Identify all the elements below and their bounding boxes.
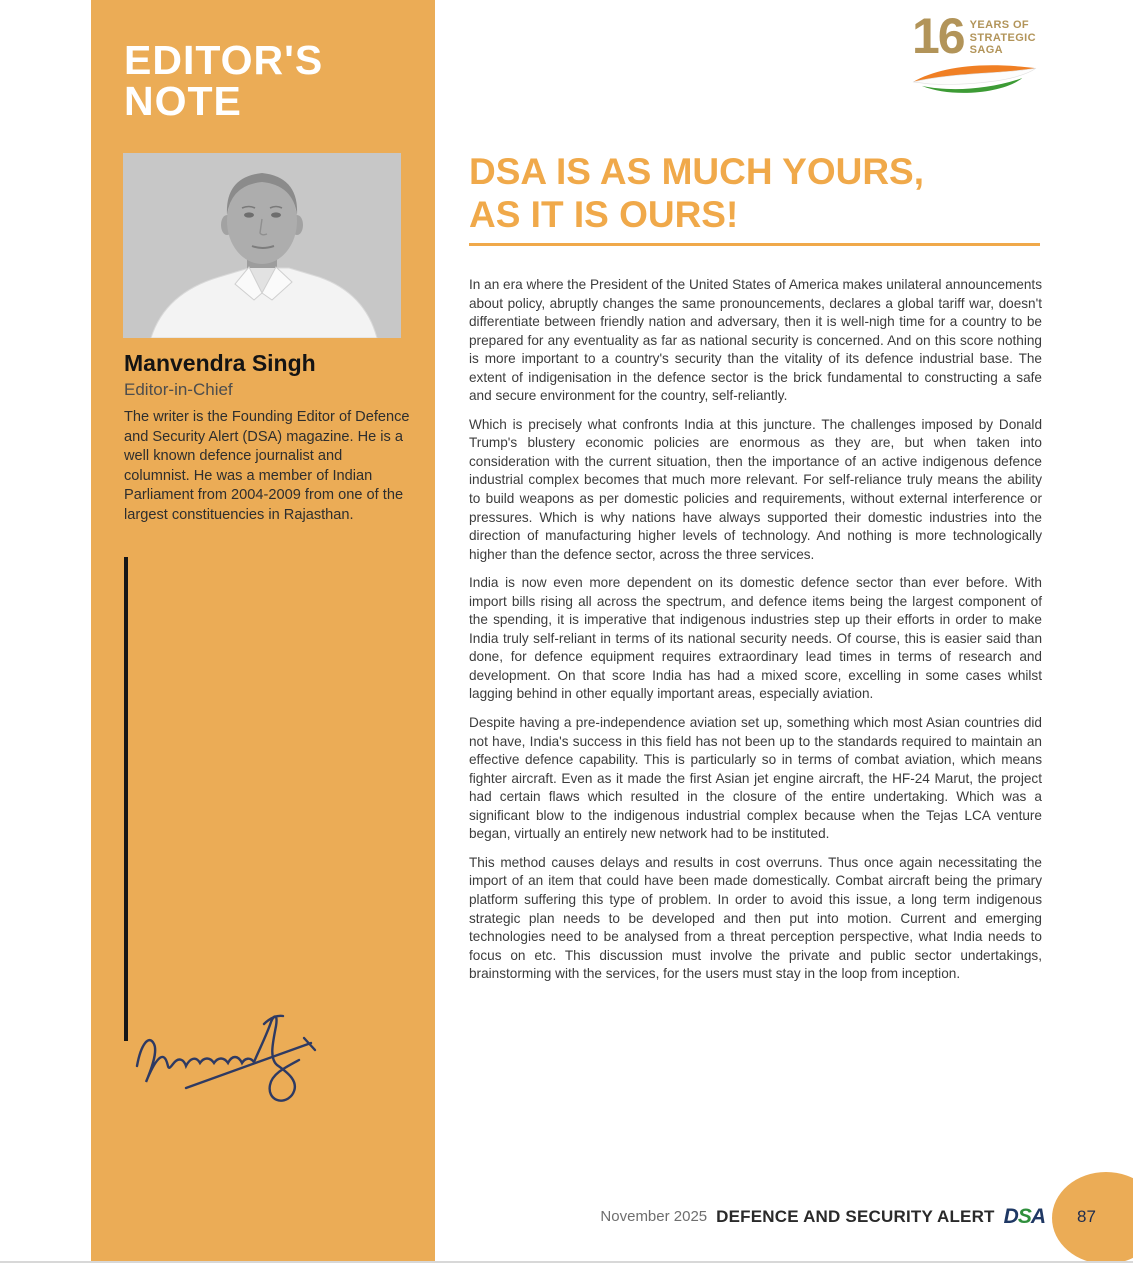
paragraph-2: Which is precisely what confronts India at this juncture. The challenges imposed by Donald Trump's blustery economic policies are enormous as they are, but when taken into consideration with the current situation, then the importance of an active indigenous defence industrial complex becomes that much more relevant. For self-reliance truly means the ability to build weapons as per domestic policies and requirements, without external interference or pressures. Which is why nations have always supported their domestic industries into the direction of manufacturing higher levels of technology. And nothing is more technologically higher than the defence sector, across the three services. bbox=[469, 416, 1042, 562]
sidebar bbox=[91, 0, 435, 1263]
paragraph-3: India is now even more dependent on its domestic defence sector than ever before. With import bills rising all across the spectrum, and defence items being the largest component of the spending, it is imperative that indigenous industries step up their efforts in order to make India truly self-reliant in terms of its national security needs. Of course, this is easier said than done, for defence equipment requires extraordinary lead times in terms of research and development. On that score India has had a mixed score, excelling in some cases whilst lagging behind in other equally important areas, especially aviation. bbox=[469, 575, 1042, 702]
logo-tagline bbox=[970, 14, 1036, 57]
article-body bbox=[469, 276, 1042, 994]
editor-signature bbox=[131, 1008, 346, 1118]
issue-date: November 2025 bbox=[600, 1208, 708, 1225]
title-underline bbox=[469, 243, 1040, 246]
magazine-name: DEFENCE AND SECURITY ALERT bbox=[716, 1206, 995, 1226]
signature-scribble-icon bbox=[131, 1008, 346, 1118]
paragraph-4: Despite having a pre-independence aviation set up, something which most Asian countries did not have, India's success in this field has not been up to the standards required to maintain an effective defence capability. This is particularly so in terms of combat aviation, which means fighter aircraft. Even as it made the first Asian jet engine aircraft, the HF-24 Marut, the project had certain flaws which resulted in the closure of the entire undertaking. Which was a significant blow to the indigenous industrial complex because when the Tejas LCA venture began, virtually an entirely new network had to be instituted. bbox=[469, 715, 1042, 842]
author-name: Manvendra Singh bbox=[124, 350, 316, 376]
dsa-logo bbox=[1004, 1206, 1045, 1227]
india-flag-swoosh-icon bbox=[910, 59, 1040, 99]
paragraph-1: In an era where the President of the United States of America makes unilateral announcements about policy, abruptly changes the same pronouncements, declares a global tariff war, doesn't differentiate between friendly nation and adversary, then it is well-nigh time for a country to be prepared for any eventuality as far as national security is concerned. And on this score nothing is more important to a country's security than the vitality of its defence industrial base. The extent of indigenisation in the defence sector is the brick fundamental to constructing a safe and secure environment for the country, self-reliantly. bbox=[469, 277, 1042, 404]
author-role: Editor-in-Chief bbox=[124, 380, 233, 399]
logo-tagline-line3: SAGA bbox=[969, 44, 1004, 56]
article-title-line2: AS IT IS OURS! bbox=[469, 194, 739, 235]
page-footer bbox=[469, 1206, 1045, 1227]
section-title bbox=[124, 37, 324, 124]
vertical-divider-line bbox=[124, 557, 128, 1041]
dsa-logo-s: S bbox=[1017, 1205, 1031, 1228]
article-title-line1: DSA IS AS MUCH YOURS, bbox=[469, 151, 925, 192]
editor-portrait-photo bbox=[123, 153, 401, 338]
section-title-line1: EDITOR'S bbox=[124, 37, 324, 83]
logo-number: 16 bbox=[912, 8, 964, 64]
portrait-image bbox=[123, 153, 401, 338]
author-bio: The writer is the Founding Editor of Defence and Security Alert (DSA) magazine. He is a well known defence journalist and columnist. He was a member of Indian Parliament from 2004-2009 from one of the largest constituencies in Rajasthan. bbox=[124, 409, 410, 523]
page-number-badge bbox=[1052, 1172, 1133, 1263]
article-title bbox=[469, 150, 924, 236]
anniversary-logo bbox=[912, 8, 1046, 99]
section-title-line2: NOTE bbox=[124, 78, 242, 124]
dsa-logo-d: D bbox=[1003, 1205, 1018, 1228]
paragraph-5: This method causes delays and results in cost overruns. Thus once again necessitating the import of an item that could have been made domestically. Combat aircraft being the primary platform suffering this type of problem. In order to avoid this issue, a long term indigenous strategic plan needs to be developed and then put into motion. Current and emerging technologies need to be analysed from a threat perception perspective, what India needs to focus on etc. This discussion must involve the private and public sector undertakings, brainstorming with the services, for the users must stay in the loop from inception. bbox=[469, 854, 1042, 982]
logo-tagline-line2: STRATEGIC bbox=[969, 31, 1036, 44]
dsa-logo-a: A bbox=[1030, 1205, 1045, 1228]
logo-tagline-line1: YEARS OF bbox=[969, 19, 1030, 31]
page-number: 87 bbox=[1077, 1207, 1096, 1226]
